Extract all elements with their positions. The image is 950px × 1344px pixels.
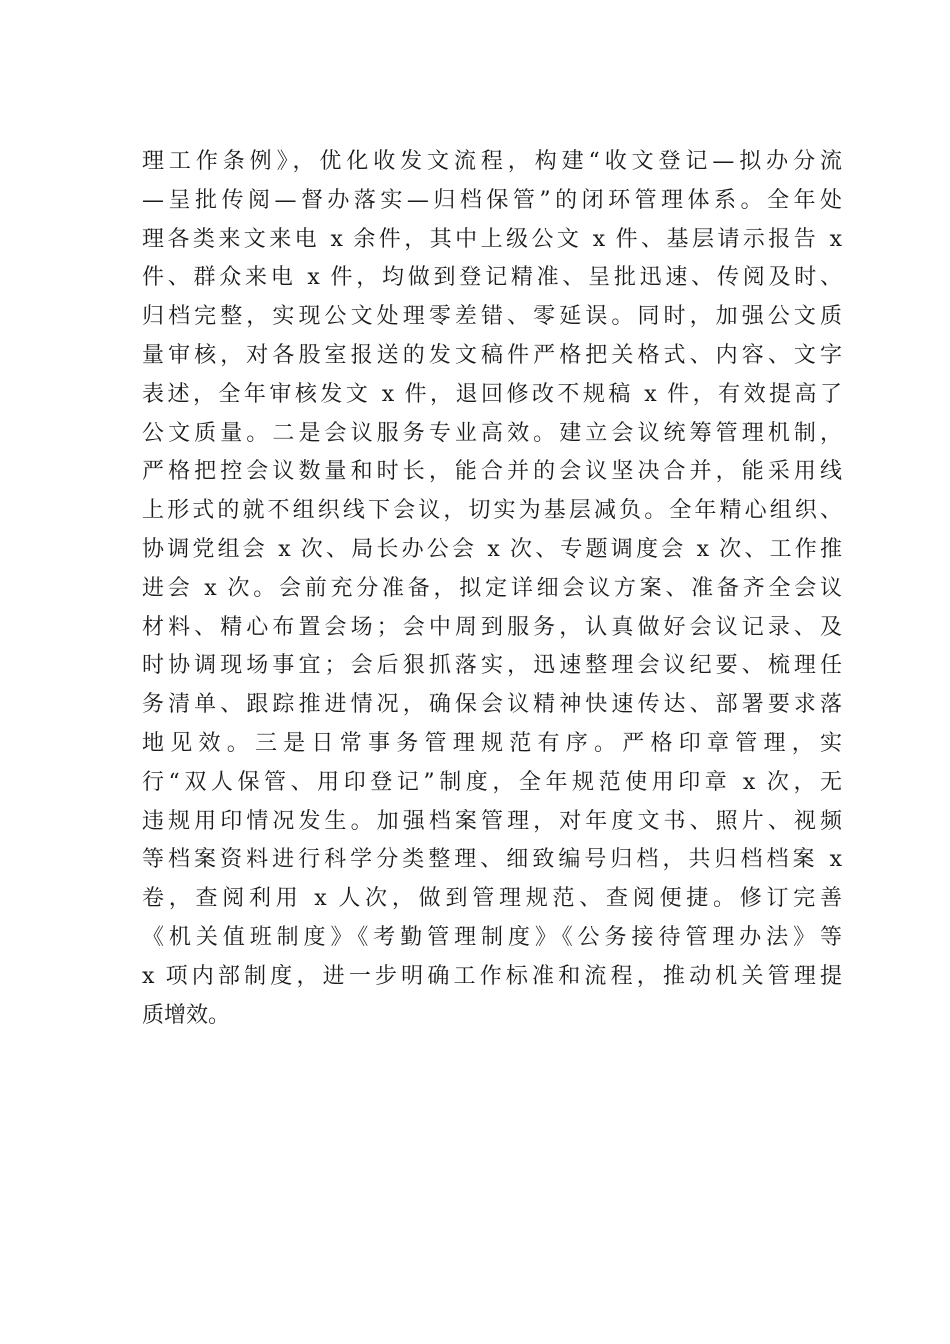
text-line: 上形式的就不组织线下会议，切实为基层减负。全年精心组织、	[142, 498, 842, 524]
text-line: 协调党组会 x 次、局长办公会 x 次、专题调度会 x 次、工作推	[142, 536, 842, 562]
text-line: x 项内部制度，进一步明确工作标准和流程，推动机关管理提	[142, 963, 842, 989]
text-line: 《机关值班制度》《考勤管理制度》《公务接待管理办法》等	[142, 924, 842, 950]
text-line: 表述，全年审核发文 x 件，退回修改不规稿 x 件，有效提高了	[142, 381, 842, 407]
text-line: 行“双人保管、用印登记”制度，全年规范使用印章 x 次，无	[142, 769, 842, 795]
body-paragraph	[142, 143, 842, 1035]
text-line: 严格把控会议数量和时长，能合并的会议坚决合并，能采用线	[142, 459, 842, 485]
text-line: 公文质量。二是会议服务专业高效。建立会议统筹管理机制，	[142, 420, 842, 446]
text-line: 归档完整，实现公文处理零差错、零延误。同时，加强公文质	[142, 304, 842, 330]
text-line: 等档案资料进行科学分类整理、细致编号归档，共归档档案 x	[142, 847, 842, 873]
text-line: 件、群众来电 x 件，均做到登记精准、呈批迅速、传阅及时、	[142, 265, 842, 291]
text-line: 理各类来文来电 x 余件，其中上级公文 x 件、基层请示报告 x	[142, 226, 842, 252]
text-line: 卷，查阅利用 x 人次，做到管理规范、查阅便捷。修订完善	[142, 886, 842, 912]
text-line: 时协调现场事宜；会后狠抓落实，迅速整理会议纪要、梳理任	[142, 653, 842, 679]
text-line: 务清单、跟踪推进情况，确保会议精神快速传达、部署要求落	[142, 692, 842, 718]
text-line: 量审核，对各股室报送的发文稿件严格把关格式、内容、文字	[142, 342, 842, 368]
text-line: 材料、精心布置会场；会中周到服务，认真做好会议记录、及	[142, 614, 842, 640]
text-line: 进会 x 次。会前充分准备，拟定详细会议方案、准备齐全会议	[142, 575, 842, 601]
text-line: —呈批传阅—督办落实—归档保管”的闭环管理体系。全年处	[142, 187, 842, 213]
text-line: 地见效。三是日常事务管理规范有序。严格印章管理，实	[142, 730, 842, 756]
text-line: 理工作条例》，优化收发文流程，构建“收文登记—拟办分流	[142, 149, 842, 174]
text-line: 违规用印情况发生。加强档案管理，对年度文书、照片、视频	[142, 808, 842, 834]
text-line: 质增效。	[142, 1002, 231, 1028]
